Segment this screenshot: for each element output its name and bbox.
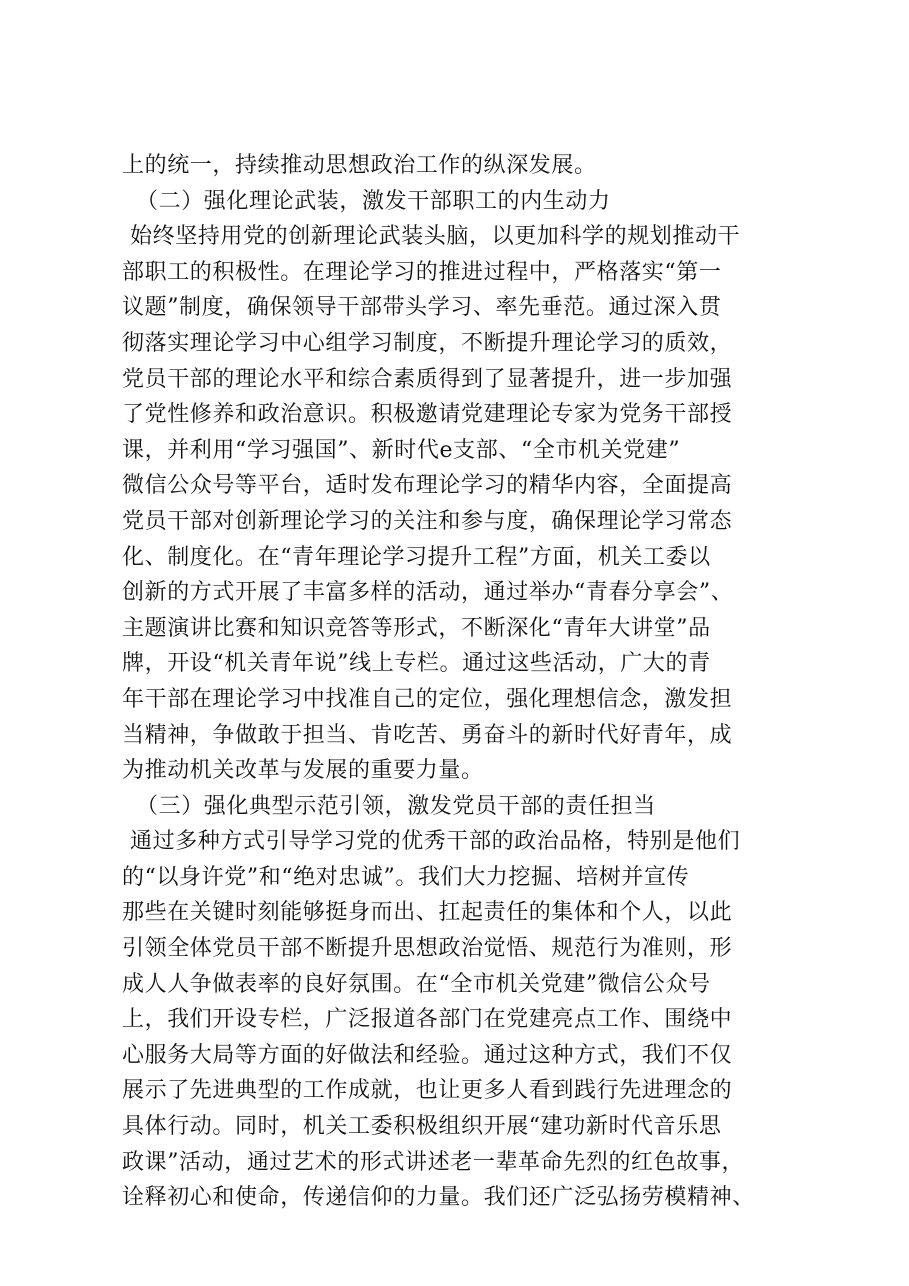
paragraph-line: 创新的方式开展了丰富多样的活动，通过举办“青春分享会”、 (122, 580, 734, 606)
paragraph-line: 始终坚持用党的创新理论武装头脑，以更加科学的规划推动干 (130, 224, 741, 250)
paragraph-line: 上，我们开设专栏，广泛报道各部门在党建亮点工作、围绕中 (122, 1007, 733, 1033)
paragraph-line: 主题演讲比赛和知识竞答等形式，不断深化“青年大讲堂”品 (122, 615, 711, 641)
paragraph-line: 政课”活动，通过艺术的形式讲述老一辈革命先烈的红色故事， (122, 1149, 745, 1175)
paragraph-line: 诠释初心和使命，传递信仰的力量。我们还广泛弘扬劳模精神、 (122, 1185, 755, 1211)
paragraph-line: 党员干部对创新理论学习的关注和参与度，确保理论学习常态 (122, 508, 733, 534)
paragraph-line: 牌，开设“机关青年说”线上专栏。通过这些活动，广大的青 (122, 651, 711, 677)
paragraph-line: 化、制度化。在“青年理论学习提升工程”方面，机关工委以 (122, 544, 711, 570)
paragraph-line: 具体行动。同时，机关工委积极组织开展“建功新时代音乐思 (122, 1114, 722, 1140)
paragraph-line: 部职工的积极性。在理论学习的推进过程中，严格落实“第一 (122, 259, 722, 285)
paragraph-line: 彻落实理论学习中心组学习制度，不断提升理论学习的质效， (122, 330, 733, 356)
paragraph-line: 当精神，争做敢于担当、肯吃苦、勇奋斗的新时代好青年，成 (122, 722, 733, 748)
section-heading-3: （三）强化典型示范引领，激发党员干部的责任担当 (136, 793, 656, 819)
paragraph-line: 为推动机关改革与发展的重要力量。 (122, 758, 484, 784)
paragraph-line: 通过多种方式引导学习党的优秀干部的政治品格，特别是他们 (130, 829, 741, 855)
paragraph-line: 的“以身许党”和“绝对忠诚”。我们大力挖掘、培树并宣传 (122, 864, 690, 890)
paragraph-line: 上的统一，持续推动思想政治工作的纵深发展。 (122, 153, 597, 178)
paragraph-line: 成人人争做表率的良好氛围。在“全市机关党建”微信公众号 (122, 971, 711, 997)
paragraph-line: 那些在关键时刻能够挺身而出、扛起责任的集体和个人，以此 (122, 900, 733, 926)
paragraph-line: 引领全体党员干部不断提升思想政治觉悟、规范行为准则，形 (122, 936, 733, 962)
paragraph-line: 微信公众号等平台，适时发布理论学习的精华内容，全面提高 (122, 473, 733, 499)
paragraph-line: 党员干部的理论水平和综合素质得到了显著提升，进一步加强 (122, 366, 733, 392)
paragraph-line: 课，并利用“学习强国”、新时代e支部、“全市机关党建” (122, 437, 681, 463)
paragraph-line: 心服务大局等方面的好做法和经验。通过这种方式，我们不仅 (122, 1042, 733, 1068)
paragraph-line: 议题”制度，确保领导干部带头学习、率先垂范。通过深入贯 (122, 295, 722, 321)
paragraph-line: 了党性修养和政治意识。积极邀请党建理论专家为党务干部授 (122, 402, 733, 428)
paragraph-line: 年干部在理论学习中找准自己的定位，强化理想信念，激发担 (122, 686, 733, 712)
document-body (122, 148, 802, 1216)
section-heading-2: （二）强化理论武装，激发干部职工的内生动力 (136, 188, 611, 214)
paragraph-line: 展示了先进典型的工作成就，也让更多人看到践行先进理念的 (122, 1078, 733, 1104)
